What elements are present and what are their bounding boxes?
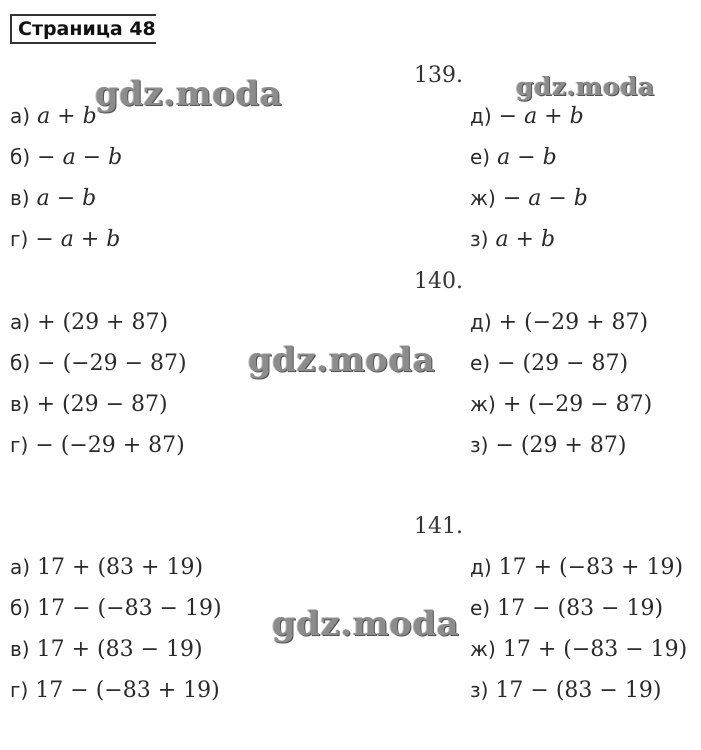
item-label: б) <box>10 145 31 169</box>
item-expression: a − b <box>497 145 557 170</box>
list-item <box>10 391 168 418</box>
list-item <box>470 350 628 377</box>
item-label: д) <box>470 104 492 128</box>
list-item <box>470 226 555 253</box>
item-label: г) <box>10 678 29 702</box>
item-label: ж) <box>470 637 496 661</box>
list-item <box>470 103 584 130</box>
exercise-number: 141. <box>414 514 463 539</box>
list-item <box>470 432 626 459</box>
item-label: з) <box>470 678 489 702</box>
item-expression: 17 − (−83 + 19) <box>35 678 220 703</box>
item-label: з) <box>470 227 489 251</box>
item-label: в) <box>10 392 30 416</box>
item-expression: + (29 + 87) <box>37 310 169 335</box>
item-label: д) <box>470 555 492 579</box>
list-item <box>470 677 661 704</box>
list-item <box>10 350 187 377</box>
list-item <box>10 636 203 663</box>
item-label: б) <box>10 596 31 620</box>
item-label: ж) <box>470 186 496 210</box>
list-item <box>470 636 687 663</box>
item-label: ж) <box>470 392 496 416</box>
item-label: а) <box>10 310 31 334</box>
item-expression: a + b <box>495 227 556 252</box>
list-item <box>10 595 222 622</box>
item-label: д) <box>470 310 492 334</box>
item-expression: 17 − (83 − 19) <box>497 596 664 621</box>
item-expression: 17 + (83 + 19) <box>37 555 204 580</box>
list-item <box>10 226 120 253</box>
item-expression: − (29 − 87) <box>497 351 629 376</box>
list-item <box>10 185 96 212</box>
item-expression: 17 − (−83 − 19) <box>37 596 222 621</box>
item-expression: 17 + (−83 − 19) <box>502 637 688 662</box>
item-expression: 17 + (−83 + 19) <box>498 555 684 580</box>
item-expression: − a + b <box>35 227 121 252</box>
watermark: gdz.moda <box>248 340 436 380</box>
watermark: gdz.moda <box>516 72 655 101</box>
item-label: в) <box>10 186 30 210</box>
item-label: б) <box>10 351 31 375</box>
list-item <box>470 391 652 418</box>
list-item <box>10 677 220 704</box>
item-expression: a + b <box>37 104 97 129</box>
list-item <box>470 144 557 171</box>
item-label: а) <box>10 104 31 128</box>
watermark: gdz.moda <box>95 74 283 114</box>
item-expression: 17 + (83 − 19) <box>36 637 203 662</box>
item-expression: + (−29 − 87) <box>502 392 653 417</box>
item-expression: − (29 + 87) <box>495 433 627 458</box>
item-expression: − a − b <box>37 145 123 170</box>
list-item <box>10 103 97 130</box>
list-item <box>10 554 203 581</box>
item-expression: + (−29 + 87) <box>498 310 649 335</box>
item-label: г) <box>10 227 29 251</box>
page-label: Страница 48 <box>10 14 156 44</box>
item-expression: 17 − (83 − 19) <box>495 678 662 703</box>
item-label: е) <box>470 351 491 375</box>
item-label: з) <box>470 433 489 457</box>
watermark: gdz.moda <box>272 604 460 644</box>
item-label: а) <box>10 555 31 579</box>
list-item <box>470 595 663 622</box>
item-label: в) <box>10 637 30 661</box>
item-expression: a − b <box>36 186 97 211</box>
item-expression: − (−29 + 87) <box>35 433 185 458</box>
list-item <box>10 432 185 459</box>
item-label: е) <box>470 596 491 620</box>
item-expression: − a + b <box>498 104 584 129</box>
item-expression: − a − b <box>502 186 588 211</box>
item-label: е) <box>470 145 491 169</box>
list-item <box>470 554 683 581</box>
exercise-number: 140. <box>414 269 463 294</box>
list-item <box>10 309 168 336</box>
item-label: г) <box>10 433 29 457</box>
exercise-number: 139. <box>414 63 463 88</box>
item-expression: − (−29 − 87) <box>37 351 187 376</box>
item-expression: + (29 − 87) <box>36 392 168 417</box>
list-item <box>10 144 122 171</box>
list-item <box>470 309 648 336</box>
list-item <box>470 185 588 212</box>
